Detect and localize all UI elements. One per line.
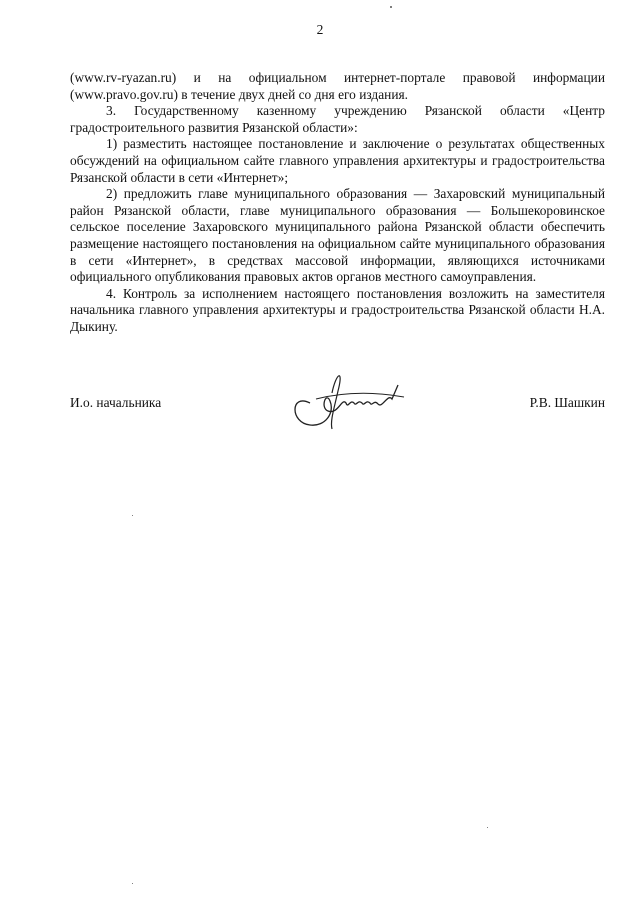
scan-speck: [132, 515, 133, 516]
scan-speck: [390, 6, 392, 8]
signer-title: И.о. начальника: [70, 395, 162, 410]
scan-speck: [132, 883, 133, 884]
signature-icon: [280, 363, 420, 433]
signer-name: Р.В. Шашкин: [529, 395, 605, 410]
paragraph-item-3-2: 2) предложить главе муниципального образования — Захаровский муниципальный район Рязанской области, главе муниципального образования — Большекоровинское сельское поселение Захаровского муниципального района Рязанской области обеспечить размещение настоящего постановления на официальном сайте муниципального образования в сети «Интернет», в средствах массовой информации, являющихся источниками официального опубликования правовых актов органов местного самоуправления.: [70, 186, 605, 285]
paragraph-item-3-1: 1) разместить настоящее постановление и заключение о результатах общественных обсуждений на официальном сайте главного управления архитектуры и градостроительства Рязанской области в сети «Интернет»;: [70, 136, 605, 185]
page-number: 2: [316, 22, 324, 37]
document-body: [70, 70, 605, 336]
scan-speck: [487, 827, 488, 828]
paragraph-item-3: 3. Государственному казенному учреждению Рязанской области «Центр градостроительного развития Рязанской области»:: [70, 103, 605, 135]
paragraph-continuation: (www.rv-ryazan.ru) и на официальном интернет-портале правовой информации (www.pravo.gov.ru) в течение двух дней со дня его издания.: [70, 70, 605, 102]
paragraph-item-4: 4. Контроль за исполнением настоящего постановления возложить на заместителя начальника главного управления архитектуры и градостроительства Рязанской области Н.А. Дыкину.: [70, 285, 605, 334]
